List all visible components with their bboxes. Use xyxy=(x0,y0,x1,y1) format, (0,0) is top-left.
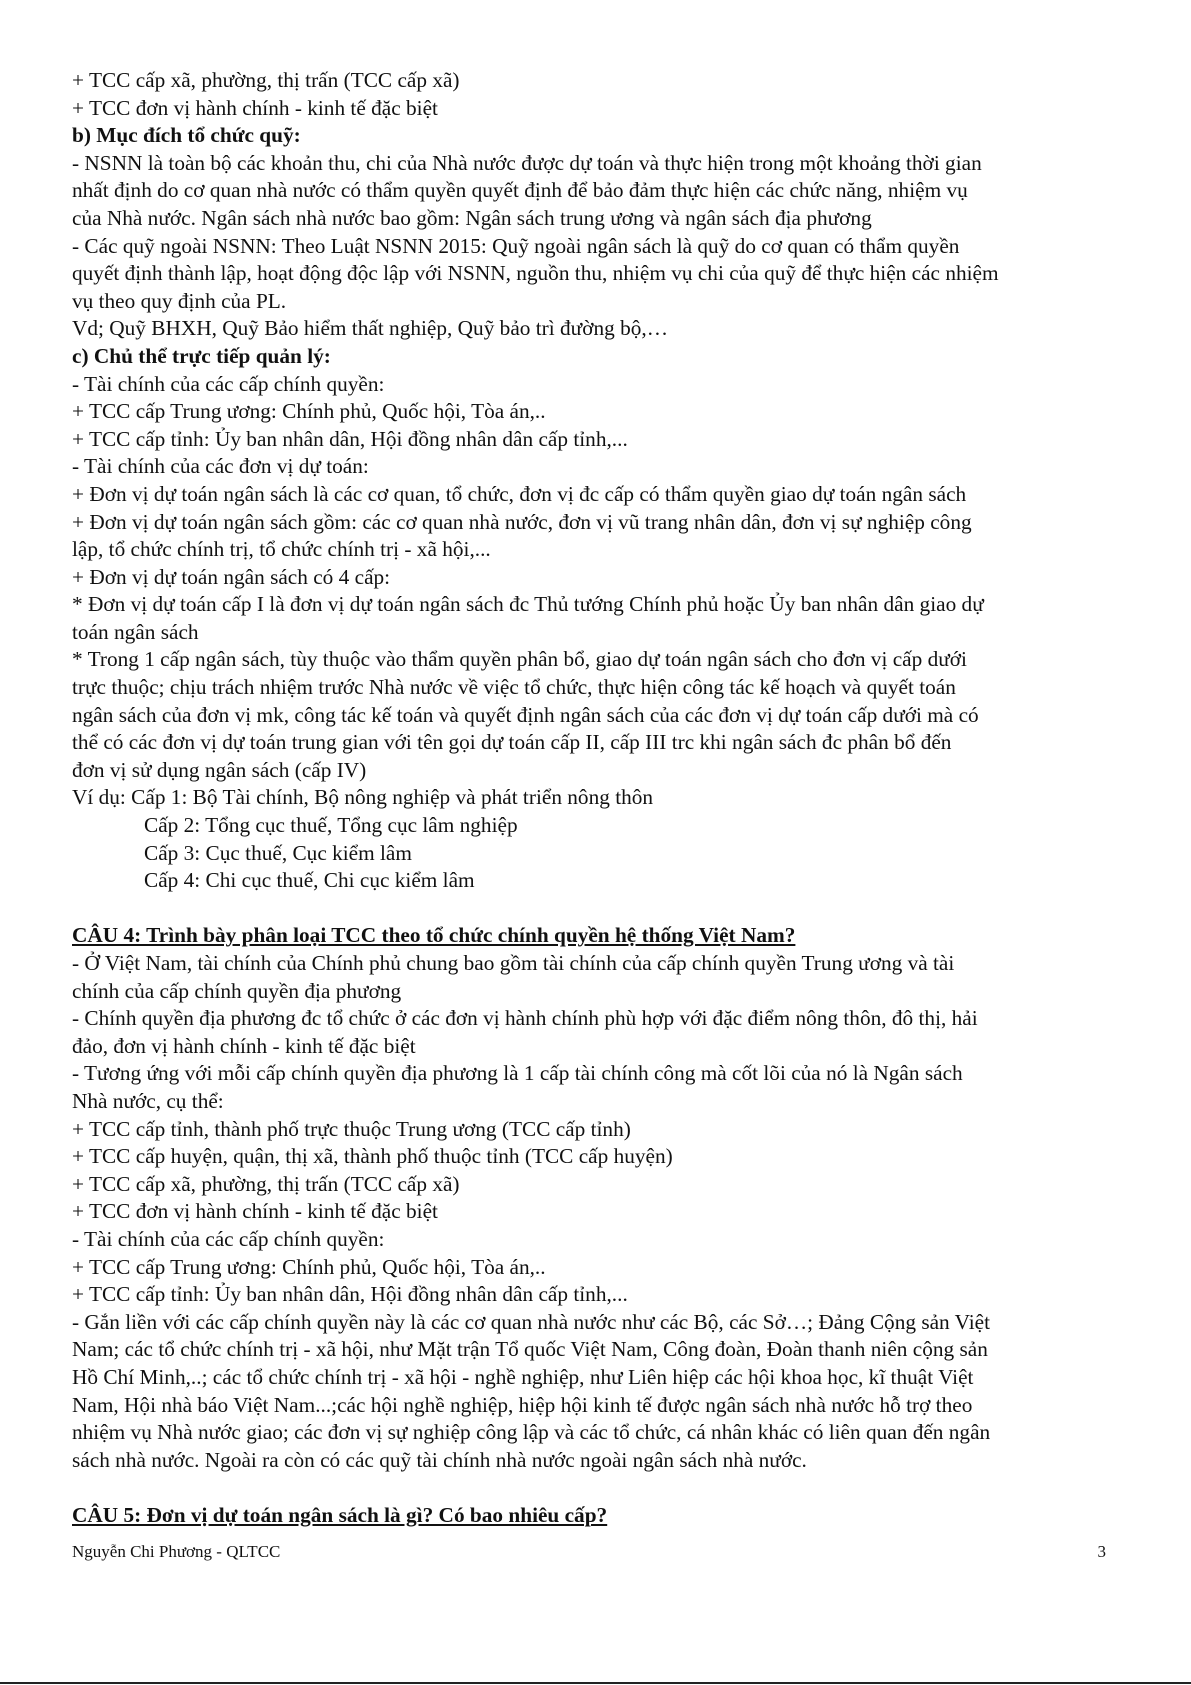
text-line: toán ngân sách xyxy=(72,619,199,644)
text-line: đơn vị sử dụng ngân sách (cấp IV) xyxy=(72,757,367,782)
text-line: - Các quỹ ngoài NSNN: Theo Luật NSNN 2015: Quỹ ngoài ngân sách là quỹ do cơ quan có thẩm quyền xyxy=(72,233,960,258)
section-heading: b) Mục đích tổ chức quỹ: xyxy=(72,123,301,148)
page-footer xyxy=(72,1542,1106,1562)
indented-example-line: Cấp 4: Chi cục thuế, Chi cục kiểm lâm xyxy=(144,868,475,893)
text-line: Nam; các tổ chức chính trị - xã hội, như Mặt trận Tổ quốc Việt Nam, Công đoàn, Đoàn thanh niên cộng sản xyxy=(72,1337,988,1362)
footer-author: Nguyễn Chi Phương - QLTCC xyxy=(72,1542,281,1561)
text-line: thể có các đơn vị dự toán trung gian với tên gọi dự toán cấp II, cấp III trc khi ngân sách đc phân bổ đến xyxy=(72,730,952,755)
text-line: Nhà nước, cụ thể: xyxy=(72,1088,224,1113)
text-line: + TCC cấp huyện, quận, thị xã, thành phố thuộc tỉnh (TCC cấp huyện) xyxy=(72,1144,673,1169)
text-line: - Ở Việt Nam, tài chính của Chính phủ chung bao gồm tài chính của cấp chính quyền Trung ương và tài xyxy=(72,951,955,975)
text-line: - Tương ứng với mỗi cấp chính quyền địa phương là 1 cấp tài chính công mà cốt lõi của nó là Ngân sách xyxy=(72,1061,963,1086)
text-line: + Đơn vị dự toán ngân sách có 4 cấp: xyxy=(72,564,391,589)
text-line: - Tài chính của các cấp chính quyền: xyxy=(72,1226,385,1251)
text-line: sách nhà nước. Ngoài ra còn có các quỹ tài chính nhà nước ngoài ngân sách nhà nước. xyxy=(72,1447,807,1472)
blank-line xyxy=(72,895,1122,923)
text-line: nhiệm vụ Nhà nước giao; các đơn vị sự nghiệp công lập và các tổ chức, cá nhân khác có liên quan đến ngân xyxy=(72,1420,991,1445)
text-line: * Trong 1 cấp ngân sách, tùy thuộc vào thẩm quyền phân bổ, giao dự toán ngân sách cho đơn vị cấp dưới xyxy=(72,647,967,672)
text-line: + TCC cấp tỉnh, thành phố trực thuộc Trung ương (TCC cấp tỉnh) xyxy=(72,1116,631,1141)
text-line: Ví dụ: Cấp 1: Bộ Tài chính, Bộ nông nghiệp và phát triển nông thôn xyxy=(72,785,654,810)
text-line: + TCC cấp xã, phường, thị trấn (TCC cấp xã) xyxy=(72,1171,460,1196)
text-line: lập, tổ chức chính trị, tổ chức chính trị - xã hội,... xyxy=(72,537,491,562)
document-body xyxy=(72,67,1122,1529)
text-line: đảo, đơn vị hành chính - kinh tế đặc biệt xyxy=(72,1033,416,1058)
indented-example-line: Cấp 3: Cục thuế, Cục kiểm lâm xyxy=(144,840,412,865)
text-line: + TCC đơn vị hành chính - kinh tế đặc biệt xyxy=(72,1199,438,1224)
text-line: - NSNN là toàn bộ các khoản thu, chi của Nhà nước được dự toán và thực hiện trong một khoảng thời gian xyxy=(72,150,982,175)
text-line: - Tài chính của các đơn vị dự toán: xyxy=(72,454,369,479)
text-line: - Gắn liền với các cấp chính quyền này là các cơ quan nhà nước như các Bộ, các Sở…; Đảng Cộng sản Việt xyxy=(72,1309,991,1334)
text-line: + TCC cấp tỉnh: Ủy ban nhân dân, Hội đồng nhân dân cấp tỉnh,... xyxy=(72,426,628,451)
page-bottom-rule xyxy=(0,1682,1191,1684)
text-line: + TCC cấp Trung ương: Chính phủ, Quốc hội, Tòa án,.. xyxy=(72,1254,546,1279)
text-line: Vd; Quỹ BHXH, Quỹ Bảo hiểm thất nghiệp, Quỹ bảo trì đường bộ,… xyxy=(72,316,668,341)
text-line: * Đơn vị dự toán cấp I là đơn vị dự toán ngân sách đc Thủ tướng Chính phủ hoặc Ủy ban nhân dân giao dự xyxy=(72,592,984,617)
indented-example-line: Cấp 2: Tổng cục thuế, Tổng cục lâm nghiệp xyxy=(144,813,518,838)
text-line: - Chính quyền địa phương đc tổ chức ở các đơn vị hành chính phù hợp với đặc điểm nông thôn, đô thị, hải xyxy=(72,1006,978,1031)
question-heading: CÂU 4: Trình bày phân loại TCC theo tổ chức chính quyền hệ thống Việt Nam? xyxy=(72,923,796,948)
text-line: ngân sách của đơn vị mk, công tác kế toán và quyết định ngân sách của các đơn vị dự toán cấp dưới mà có xyxy=(72,702,979,727)
text-line: vụ theo quy định của PL. xyxy=(72,288,287,313)
text-line: của Nhà nước. Ngân sách nhà nước bao gồm: Ngân sách trung ương và ngân sách địa phương xyxy=(72,205,872,230)
text-line: + TCC cấp Trung ương: Chính phủ, Quốc hội, Tòa án,.. xyxy=(72,399,546,424)
text-line: + Đơn vị dự toán ngân sách gồm: các cơ quan nhà nước, đơn vị vũ trang nhân dân, đơn vị sự nghiệp công xyxy=(72,509,972,534)
question-heading: CÂU 5: Đơn vị dự toán ngân sách là gì? Có bao nhiêu cấp? xyxy=(72,1502,608,1527)
text-line: + TCC cấp tỉnh: Ủy ban nhân dân, Hội đồng nhân dân cấp tỉnh,... xyxy=(72,1282,628,1307)
blank-line xyxy=(72,1474,1122,1502)
text-line: chính của cấp chính quyền địa phương xyxy=(72,978,402,1003)
text-line: nhất định do cơ quan nhà nước có thẩm quyền quyết định để bảo đảm thực hiện các chức năng, nhiệm vụ xyxy=(72,178,968,203)
text-line: + TCC cấp xã, phường, thị trấn (TCC cấp xã) xyxy=(72,68,460,92)
page-number: 3 xyxy=(1097,1542,1106,1561)
text-line: Hồ Chí Minh,..; các tổ chức chính trị - xã hội - nghề nghiệp, như Liên hiệp các hội khoa học, kĩ thuật Việt xyxy=(72,1364,974,1389)
text-line: - Tài chính của các cấp chính quyền: xyxy=(72,371,385,396)
text-line: trực thuộc; chịu trách nhiệm trước Nhà nước về việc tổ chức, thực hiện công tác kế hoạch và quyết toán xyxy=(72,675,956,700)
text-line: Nam, Hội nhà báo Việt Nam...;các hội nghề nghiệp, hiệp hội kinh tế được ngân sách nhà nước hỗ trợ theo xyxy=(72,1392,973,1417)
section-heading: c) Chủ thể trực tiếp quản lý: xyxy=(72,343,331,368)
text-line: + Đơn vị dự toán ngân sách là các cơ quan, tổ chức, đơn vị đc cấp có thẩm quyền giao dự toán ngân sách xyxy=(72,481,967,506)
text-line: + TCC đơn vị hành chính - kinh tế đặc biệt xyxy=(72,95,438,120)
text-line: quyết định thành lập, hoạt động độc lập với NSNN, nguồn thu, nhiệm vụ chi của quỹ để thực hiện các nhiệm xyxy=(72,261,999,286)
